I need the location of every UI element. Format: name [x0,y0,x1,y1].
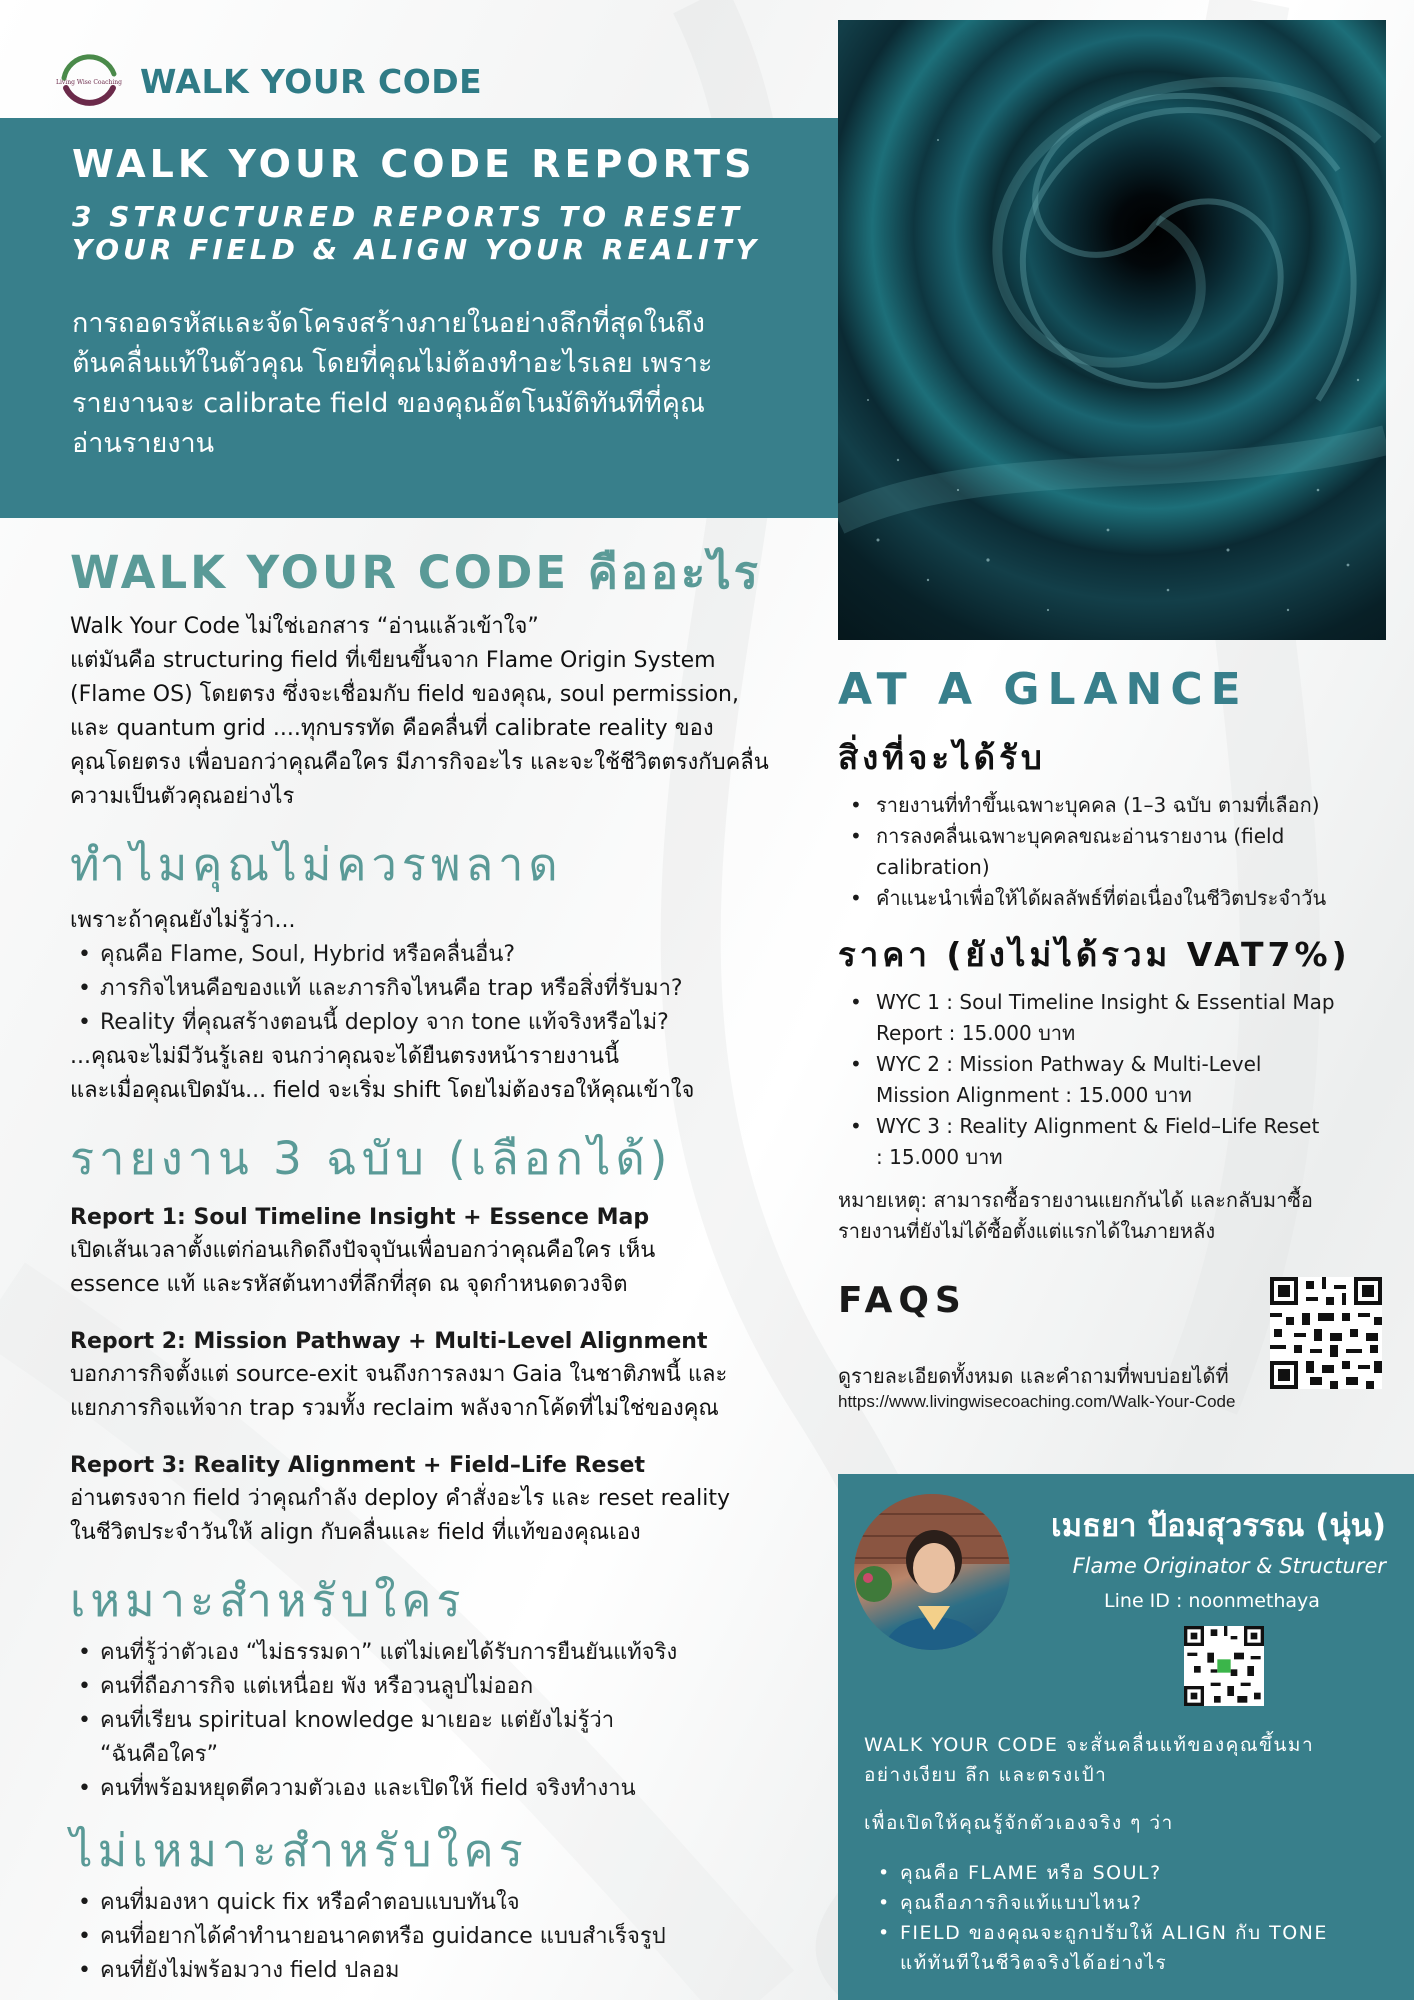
list-item: • FIELD ของคุณจะถูกปรับให้ ALIGN กับ TONE [864,1918,1394,1948]
text-line: คุณโดยตรง เพื่อบอกว่าคุณคือใคร มีภารกิจอะไร และจะใช้ชีวิตตรงกับคลื่น [70,750,769,775]
report-item [70,1326,810,1426]
faq-link[interactable]: https://www.livingwisecoaching.com/Walk-Your-Code [838,1392,1236,1411]
faq-text: ดูรายละเอียดทั้งหมด และคำถามที่พบบ่อยได้ที่ [838,1364,1229,1388]
list-item: • คนที่พร้อมหยุดตีความตัวเอง และเปิดให้ field จริงทำงาน [70,1772,810,1806]
hero-desc-line: รายงานจะ calibrate field ของคุณอัตโนมัติทันทีที่คุณ [72,388,705,419]
price-item-continuation: Mission Alignment : 15.000 บาท [876,1083,1192,1107]
price-item-continuation: : 15.000 บาท [876,1145,1003,1169]
report-heading: Report 2: Mission Pathway + Multi-Level Alignment [70,1329,708,1354]
hero-description [72,304,798,464]
what-paragraph [70,610,810,814]
text-line: Walk Your Code ไม่ใช่เอกสาร “อ่านแล้วเข้าใจ” [70,614,539,639]
list-item: • คุณคือ Flame, Soul, Hybrid หรือคลื่นอื่น? [70,938,810,972]
list-item-continuation: “ฉันคือใคร” [100,1742,219,1767]
section-fit [70,1564,810,1806]
svg-text:Living Wise Coaching: Living Wise Coaching [56,79,122,86]
list-item: • ภารกิจไหนคือของแท้ และภารกิจไหนคือ trap หรือสิ่งที่รับมา? [70,972,810,1006]
profile-name: เมธยา ป้อมสุวรรณ (นุ่น) [1051,1508,1386,1544]
text-line: ความเป็นตัวคุณอย่างไร [70,784,295,809]
list-item: • คุณคือ FLAME หรือ SOUL? [864,1858,1394,1888]
section-title: ทำไมคุณไม่ควรพลาด [70,838,563,891]
report-heading: Report 3: Reality Alignment + Field–Life Reset [70,1453,645,1478]
report-line: เปิดเส้นเวลาตั้งแต่ก่อนเกิดถึงปัจจุบันเพื่อบอกว่าคุณคือใคร เห็น [70,1238,656,1263]
list-item: • คนที่รู้ว่าตัวเอง “ไม่ธรรมดา” แต่ไม่เคยได้รับการยืนยันแท้จริง [70,1636,810,1670]
brand-name: WALK YOUR CODE [140,61,483,101]
list-item: • คนที่ถือภารกิจ แต่เหนื่อย พัง หรือวนลูปไม่ออก [70,1670,810,1704]
list-item: • รายงานที่ทำขึ้นเฉพาะบุคคล (1–3 ฉบับ ตามที่เลือก) [838,790,1386,821]
list-item: • คำแนะนำเพื่อให้ได้ผลลัพธ์ที่ต่อเนื่องในชีวิตประจำวัน [838,883,1386,914]
hero-desc-line: การถอดรหัสและจัดโครงสร้างภายในอย่างลึกที่สุดในถึง [72,308,705,339]
why-intro: เพราะถ้าคุณยังไม่รู้ว่า... [70,908,296,933]
list-item: • คนที่เรียน spiritual knowledge มาเยอะ แต่ยังไม่รู้ว่า [70,1704,810,1738]
line-id: Line ID : noonmethaya [1104,1590,1320,1612]
why-list [70,938,810,1040]
subsection-title: สิ่งที่จะได้รับ [838,738,1046,777]
price-item: • WYC 2 : Mission Pathway & Multi-Level [838,1049,1386,1080]
report-line: บอกภารกิจตั้งแต่ source-exit จนถึงการลงมา Gaia ในชาติภพนี้ และ [70,1362,728,1387]
price-note: รายงานที่ยังไม่ได้ซื้อตั้งแต่แรกได้ในภายหลัง [838,1219,1216,1243]
section-title: ไม่เหมาะสำหรับใคร [70,1824,528,1877]
avatar [854,1494,1010,1650]
living-wise-logo [56,48,122,114]
price-item: • WYC 1 : Soul Timeline Insight & Essential Map [838,987,1386,1018]
report-heading: Report 1: Soul Timeline Insight + Essence Map [70,1205,650,1230]
report-line: อ่านตรงจาก field ว่าคุณกำลัง deploy คำสั่งอะไร และ reset reality [70,1486,731,1511]
line-qr-code-icon[interactable] [1184,1626,1264,1706]
why-outro: และเมื่อคุณเปิดมัน... field จะเริ่ม shift โดยไม่ต้องรอให้คุณเข้าใจ [70,1078,695,1103]
hero-subtitle-line: 3 STRUCTURED REPORTS TO RESET [72,200,743,233]
section-title: รายงาน 3 ฉบับ (เลือกได้) [70,1132,673,1185]
price-item: • WYC 3 : Reality Alignment & Field–Life Reset [838,1111,1386,1142]
card-paragraph: เพื่อเปิดให้คุณรู้จักตัวเองจริง ๆ ว่า [864,1812,1174,1834]
section-title: AT A GLANCE [838,664,1249,715]
faq-title: FAQS [838,1280,967,1321]
list-item: • คนที่อยากได้คำทำนายอนาคตหรือ guidance แบบสำเร็จรูป [70,1920,810,1954]
list-item: • Reality ที่คุณสร้างตอนนี้ deploy จาก tone แท้จริงหรือไม่? [70,1006,810,1040]
hero-panel [0,118,838,518]
price-title: ราคา (ยังไม่ได้รวม VAT7%) [838,935,1351,974]
price-item-continuation: Report : 15.000 บาท [876,1021,1076,1045]
section-at-a-glance [838,664,1386,1247]
list-item: • คนที่มองหา quick fix หรือคำตอบแบบทันใจ [70,1886,810,1920]
hero-subtitle [72,200,798,266]
why-outro: ...คุณจะไม่มีวันรู้เลย จนกว่าคุณจะได้ยืนตรงหน้ารายงานนี้ [70,1044,620,1069]
hero-desc-line: ต้นคลื่นแท้ในตัวคุณ โดยที่คุณไม่ต้องทำอะไรเลย เพราะ [72,348,713,379]
card-line: อย่างเงียบ ลึก และตรงเป้า [864,1764,1108,1786]
card-paragraph [864,1730,1394,1790]
report-line: essence แท้ และรหัสต้นทางที่ลึกที่สุด ณ จุดกำหนดดวงจิต [70,1272,628,1297]
card-list [864,1858,1394,1978]
not-fit-list [70,1886,810,1988]
benefits-list [838,790,1386,914]
text-line: (Flame OS) โดยตรง ซึ่งจะเชื่อมกับ field ของคุณ, soul permission, [70,682,739,707]
list-item: • คุณถือภารกิจแท้แบบไหน? [864,1888,1394,1918]
section-title: WALK YOUR CODE คืออะไร [70,546,761,599]
profile-role: Flame Originator & Structurer [1072,1554,1386,1578]
price-note: หมายเหตุ: สามารถซื้อรายงานแยกกันได้ และกลับมาซื้อ [838,1188,1313,1212]
list-item: • การลงคลื่นเฉพาะบุคคลขณะอ่านรายงาน (field [838,821,1386,852]
list-item: • คนที่ยังไม่พร้อมวาง field ปลอม [70,1954,810,1988]
list-item-continuation: calibration) [876,855,990,879]
hero-subtitle-line: YOUR FIELD & ALIGN YOUR REALITY [72,233,761,266]
list-item-continuation: แท้ทันทีในชีวิตจริงได้อย่างไร [900,1952,1168,1974]
profile-card [838,1474,1414,2000]
report-item [70,1450,810,1550]
section-what [70,536,810,814]
fit-list [70,1636,810,1806]
price-list [838,987,1386,1173]
report-line: แยกภารกิจแท้จาก trap รวมทั้ง reclaim พลังจากโค้ดที่ไม่ใช่ของคุณ [70,1396,719,1421]
brand-header [56,48,482,114]
section-title: เหมาะสำหรับใคร [70,1574,466,1627]
galaxy-swirl-image [838,20,1386,640]
hero-desc-line: อ่านรายงาน [72,428,215,459]
faq-qr-code-icon[interactable] [1270,1277,1382,1389]
hero-title: WALK YOUR CODE REPORTS [72,142,756,186]
report-item [70,1202,810,1302]
section-reports [70,1122,810,1550]
report-line: ในชีวิตประจำวันให้ align กับคลื่นและ field ที่แท้ของคุณเอง [70,1520,641,1545]
card-line: WALK YOUR CODE จะสั่นคลื่นแท้ของคุณขึ้นมา [864,1734,1315,1756]
text-line: แต่มันคือ structuring field ที่เขียนขึ้นจาก Flame Origin System [70,648,716,673]
section-not-fit [70,1814,810,1988]
section-why [70,828,810,1108]
text-line: และ quantum grid ....ทุกบรรทัด คือคลื่นที่ calibrate reality ของ [70,716,714,741]
